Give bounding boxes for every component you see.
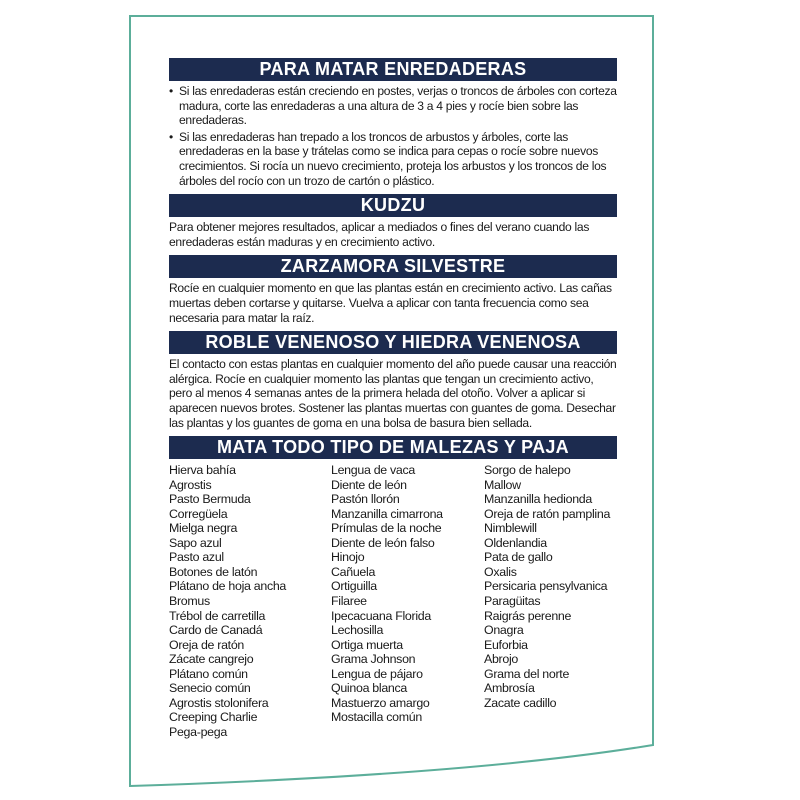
weed-item: Hierva bahía: [169, 463, 236, 478]
weed-item: Paragüitas: [484, 594, 541, 609]
weed-item: Corregüela: [169, 506, 228, 521]
weed-item: Agrostis: [169, 477, 212, 492]
weed-item: Pasto azul: [169, 550, 224, 565]
weed-item: Pega-pega: [169, 724, 227, 739]
bullet-item: • Si las enredaderas están creciendo en postes, verjas o troncos de árboles con corteza madura, corte las enredaderas a una altura de 3 a 4 pies y rocíe bien sobre las enredaderas.: [169, 84, 617, 128]
weed-item: Ipecacuana Florida: [331, 608, 431, 623]
weed-item: Lengua de vaca: [331, 463, 415, 478]
weed-list: [169, 463, 617, 739]
section-header-malezas: MATA TODO TIPO DE MALEZAS Y PAJA: [169, 436, 617, 459]
weed-item: Grama del norte: [484, 666, 570, 681]
weed-item: Botones de latón: [169, 564, 258, 579]
weed-item: Agrostis stolonifera: [169, 695, 269, 710]
section-header-roble: ROBLE VENENOSO Y HIEDRA VENENOSA: [169, 331, 617, 354]
section-header-enredaderas: PARA MATAR ENREDADERAS: [169, 58, 617, 81]
weed-item: Mostacilla común: [331, 710, 422, 725]
weed-item: Oxalis: [484, 564, 517, 579]
weed-item: Quinoa blanca: [331, 681, 408, 696]
weed-item: Bromus: [169, 594, 210, 609]
weed-column-3: [484, 463, 617, 739]
weed-item: Mastuerzo amargo: [331, 695, 430, 710]
weed-item: Lengua de pájaro: [331, 666, 423, 681]
weed-item: Trébol de carretilla: [169, 608, 266, 623]
weed-column-2: [331, 463, 484, 739]
label-content: [169, 58, 617, 739]
weed-item: Cardo de Canadá: [169, 623, 263, 638]
weed-item: Prímulas de la noche: [331, 521, 442, 536]
weed-item: Euforbia: [484, 637, 528, 652]
weed-item: Mielga negra: [169, 521, 238, 536]
weed-item: Pata de gallo: [484, 550, 553, 565]
weed-item: Mallow: [484, 477, 521, 492]
weed-item: Nimblewill: [484, 521, 537, 536]
roble-text: El contacto con estas plantas en cualquier momento del año puede causar una reacción alérgica. Rocíe en cualquier momento las plantas que tengan un crecimiento activo, pero al menos 4 semanas antes de la primera helada del otoño. Volver a aplicar si aparecen nuevos brotes. Sostener las plantas muertas con guantes de goma. Desechar las plantas y los guantes de goma en una bolsa de basura bien sellada.: [169, 357, 617, 430]
weed-item: Grama Johnson: [331, 652, 416, 667]
enredaderas-bullets: [169, 84, 617, 188]
weed-item: Manzanilla cimarrona: [331, 506, 443, 521]
weed-item: Diente de león: [331, 477, 407, 492]
weed-item: Pastón llorón: [331, 492, 400, 507]
zarzamora-text: Rocíe en cualquier momento en que las plantas están en crecimiento activo. Las cañas muertas deben cortarse y quitarse. Vuelva a aplicar con tanta frecuencia como sea necesaria para matar la raíz.: [169, 281, 612, 325]
weed-item: Manzanilla hedionda: [484, 492, 592, 507]
weed-item: Oldenlandia: [484, 535, 547, 550]
weed-item: Sorgo de halepo: [484, 463, 571, 478]
weed-item: Hinojo: [331, 550, 365, 565]
weed-item: Diente de león falso: [331, 535, 435, 550]
weed-item: Oreja de ratón pamplina: [484, 506, 611, 521]
weed-item: Ortiga muerta: [331, 637, 403, 652]
weed-item: Plátano común: [169, 666, 248, 681]
weed-item: Persicaria pensylvanica: [484, 579, 608, 594]
section-header-kudzu: KUDZU: [169, 194, 617, 217]
kudzu-text: Para obtener mejores resultados, aplicar a mediados o fines del verano cuando las enredaderas están maduras y en crecimiento activo.: [169, 220, 590, 249]
weed-item: Cañuela: [331, 564, 376, 579]
weed-item: Raigrás perenne: [484, 608, 572, 623]
weed-item: Oreja de ratón: [169, 637, 245, 652]
weed-item: Plátano de hoja ancha: [169, 579, 287, 594]
weed-item: Ambrosía: [484, 681, 535, 696]
bullet-item: • Si las enredaderas han trepado a los troncos de arbustos y árboles, corte las enredaderas en la base y trátelas como se indica para cepas o rocíe sobre nuevos crecimientos. Si rocía un nuevo crecimiento, proteja los arbustos y los troncos de los árboles del rocío con un trozo de cartón o plástico.: [169, 130, 617, 188]
weed-item: Creeping Charlie: [169, 710, 258, 725]
weed-item: Filaree: [331, 594, 367, 609]
weed-item: Abrojo: [484, 652, 519, 667]
weed-item: Senecio común: [169, 681, 251, 696]
weed-item: Pasto Bermuda: [169, 492, 251, 507]
weed-item: Onagra: [484, 623, 524, 638]
weed-item: Zacate cadillo: [484, 695, 557, 710]
weed-item: Zácate cangrejo: [169, 652, 254, 667]
weed-item: Lechosilla: [331, 623, 384, 638]
section-header-zarzamora: ZARZAMORA SILVESTRE: [169, 255, 617, 278]
weed-column-1: [169, 463, 331, 739]
weed-item: Sapo azul: [169, 535, 222, 550]
weed-item: Ortiguilla: [331, 579, 377, 594]
